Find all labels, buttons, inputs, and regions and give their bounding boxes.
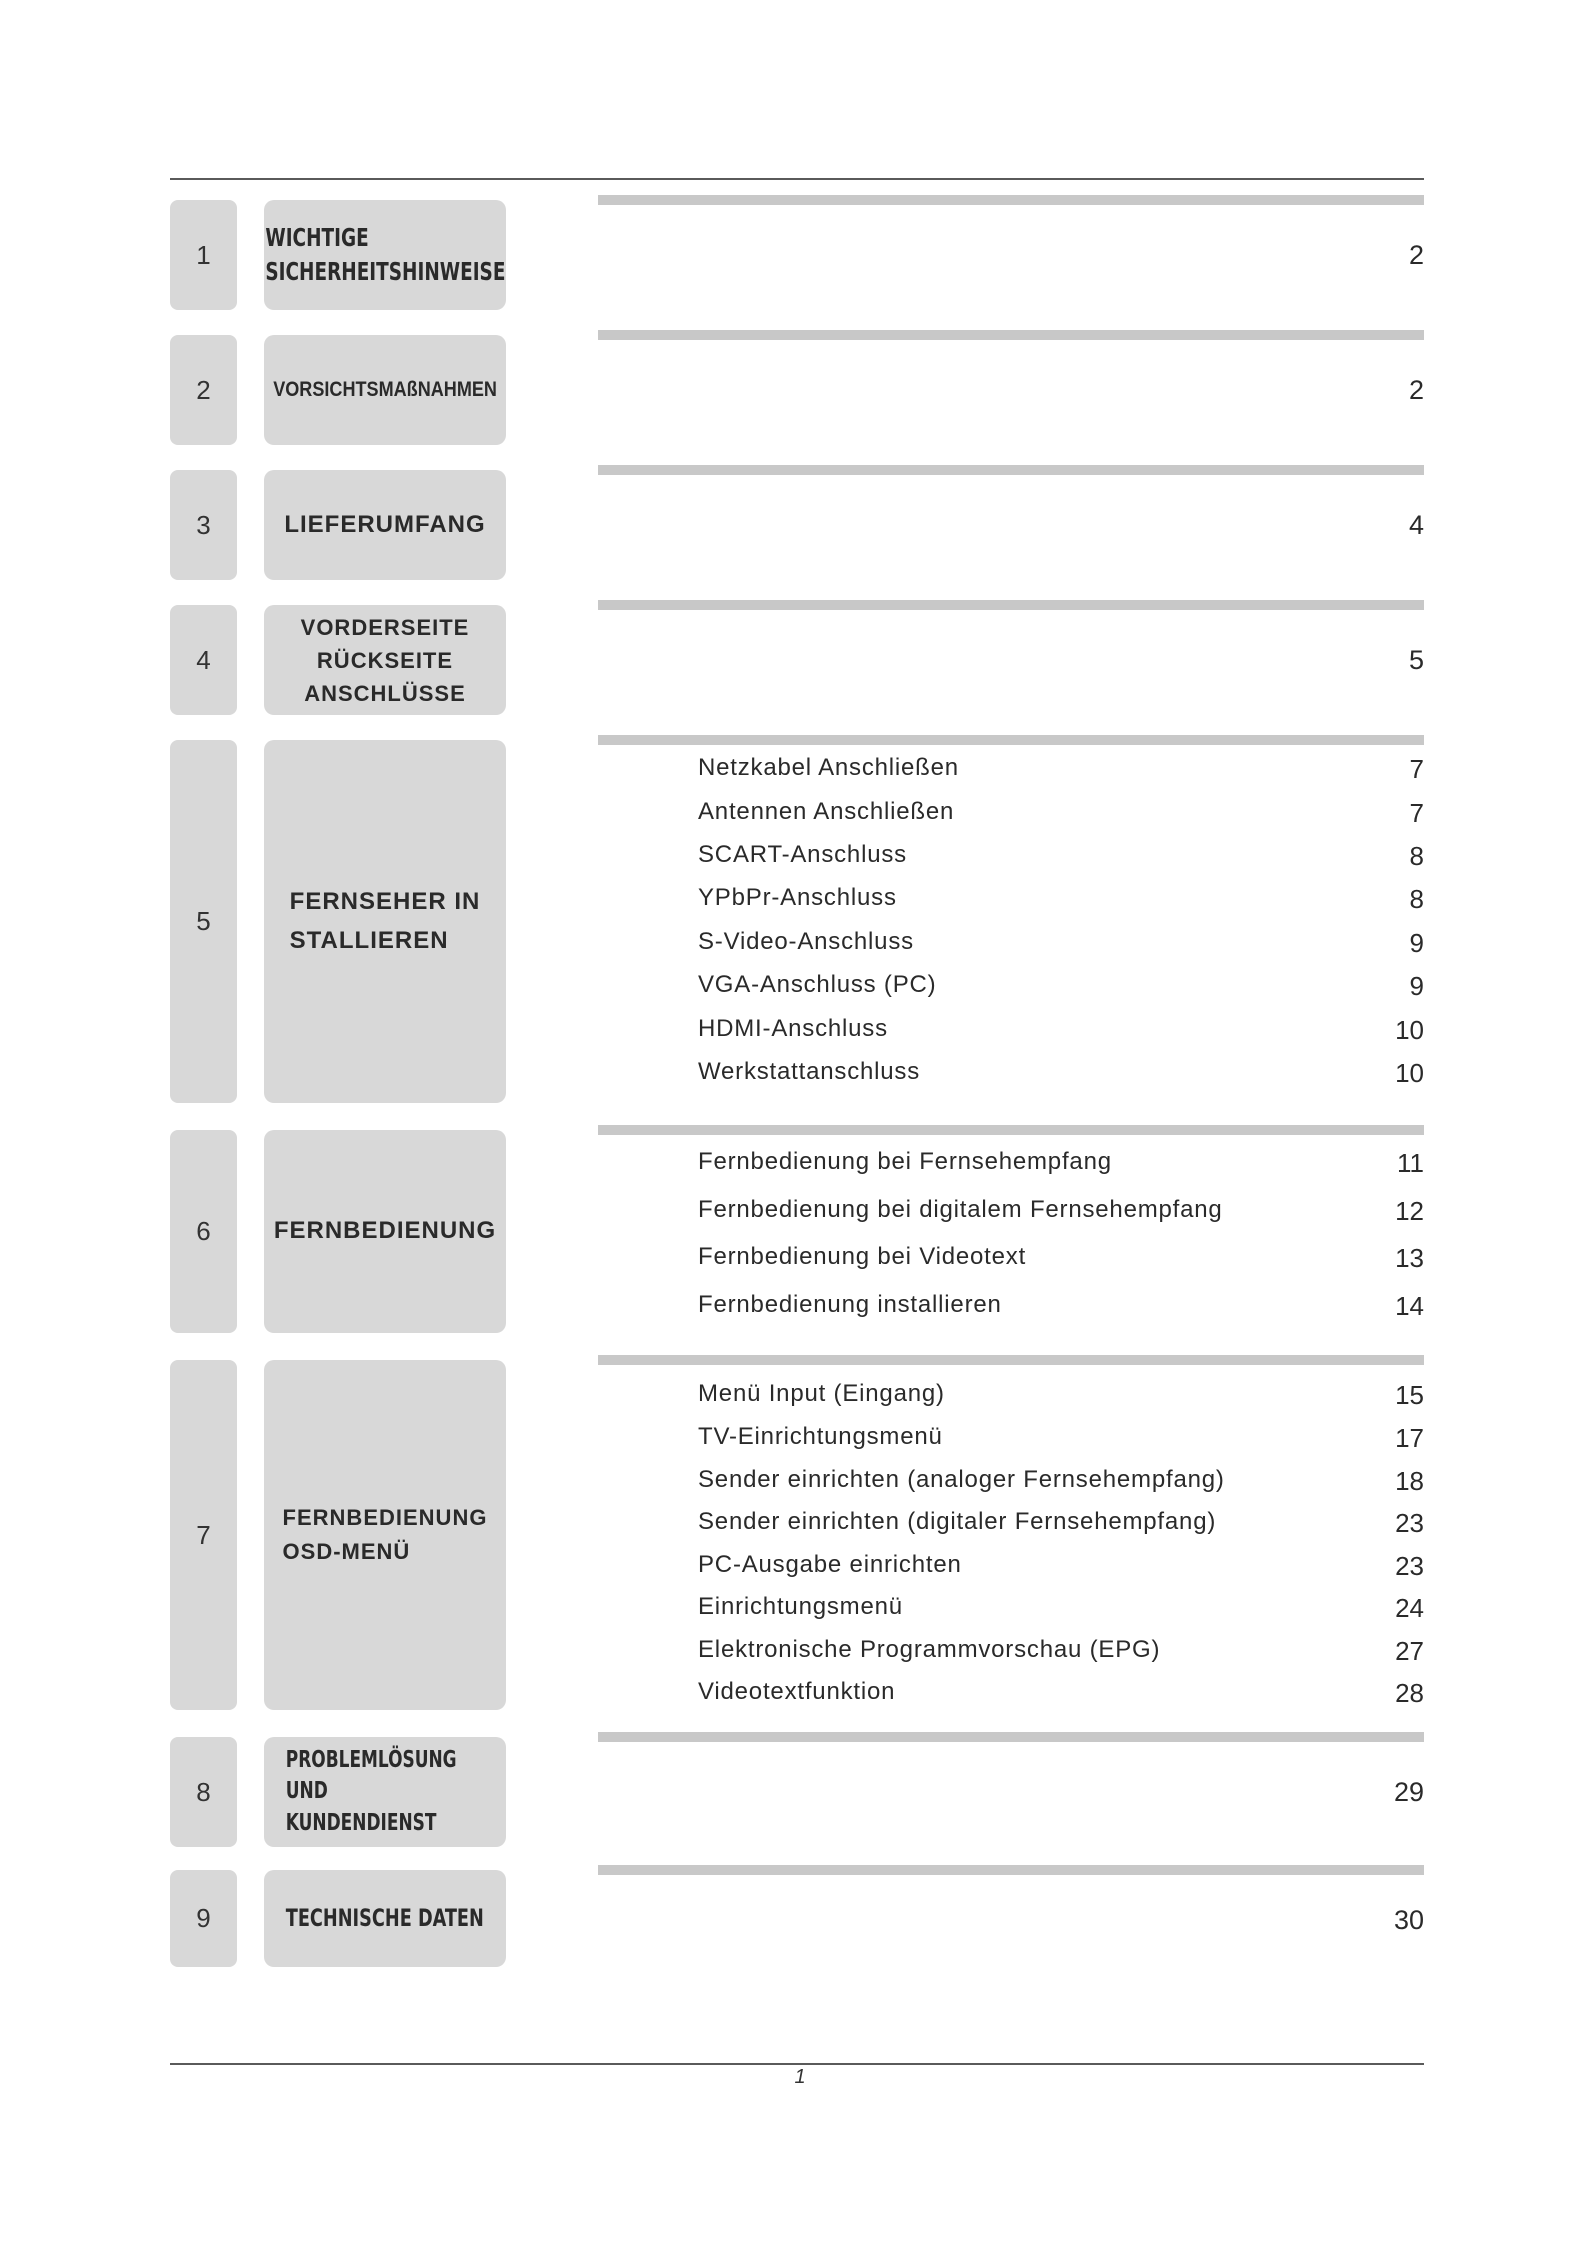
toc-section-2 — [0, 335, 1587, 445]
toc-section-8 — [0, 1737, 1587, 1847]
section-bar — [598, 600, 1424, 610]
section-title: VORDERSEITE RÜCKSEITE ANSCHLÜSSE — [300, 614, 470, 706]
subitem-label: TV-Einrichtungsmenü — [698, 1423, 943, 1450]
subitem-label: Fernbedienung bei Videotext — [698, 1243, 1027, 1270]
section-title-box[interactable] — [264, 1737, 506, 1847]
subitem-label: Fernbedienung installieren — [698, 1291, 1002, 1318]
subitem-page: 14 — [1395, 1291, 1424, 1321]
section-bar — [598, 465, 1424, 475]
toc-subitem[interactable] — [0, 1380, 1587, 1420]
section-page[interactable]: 29 — [1393, 1777, 1424, 1807]
section-title-box[interactable] — [264, 605, 506, 715]
section-title-box[interactable] — [264, 335, 506, 445]
section-bar — [598, 330, 1424, 340]
section-number: 7 — [170, 1360, 237, 1710]
toc-subitem[interactable] — [0, 798, 1587, 838]
subitem-page: 9 — [1409, 971, 1424, 1001]
section-title: PROBLEMLÖSUNG UND KUNDENDIENST — [285, 1747, 457, 1836]
subitem-page: 15 — [1395, 1380, 1424, 1410]
subitem-label: SCART-Anschluss — [698, 841, 907, 868]
subitem-label: Menü Input (Eingang) — [698, 1380, 945, 1407]
subitem-label: YPbPr-Anschluss — [698, 884, 897, 911]
toc-subitem[interactable] — [0, 1196, 1587, 1236]
toc-subitem[interactable] — [0, 1593, 1587, 1633]
toc-subitem[interactable] — [0, 1551, 1587, 1591]
toc-section-1 — [0, 200, 1587, 310]
subitem-page: 24 — [1395, 1593, 1424, 1623]
section-number: 6 — [170, 1130, 237, 1333]
subitem-label: PC-Ausgabe einrichten — [698, 1551, 962, 1578]
subitem-page: 13 — [1395, 1243, 1424, 1273]
subitem-page: 23 — [1395, 1508, 1424, 1538]
section-title: LIEFERUMFANG — [284, 510, 486, 538]
toc-subitem[interactable] — [0, 971, 1587, 1011]
toc-subitem[interactable] — [0, 1636, 1587, 1676]
toc-section-3 — [0, 470, 1587, 580]
toc-subitem[interactable] — [0, 1058, 1587, 1098]
subitem-page: 11 — [1397, 1148, 1424, 1178]
toc-section-5 — [0, 740, 1587, 1103]
section-title: TECHNISCHE DATEN — [285, 1904, 485, 1933]
section-title-box[interactable] — [264, 470, 506, 580]
section-number: 2 — [170, 335, 237, 445]
subitem-label: HDMI-Anschluss — [698, 1015, 888, 1042]
section-page[interactable]: 4 — [1408, 510, 1424, 540]
subitem-label: Werkstattanschluss — [698, 1058, 921, 1085]
section-bar — [598, 1355, 1424, 1365]
subitem-page: 10 — [1395, 1015, 1424, 1045]
section-bar — [598, 1125, 1424, 1135]
subitem-label: Sender einrichten (digitaler Fernsehempfang) — [698, 1508, 1217, 1535]
section-title: FERNBEDIENUNG — [273, 1217, 497, 1245]
section-page[interactable]: 30 — [1393, 1905, 1424, 1935]
subitem-label: S-Video-Anschluss — [698, 928, 914, 955]
section-title: FERNSEHER IN STALLIEREN — [289, 888, 481, 954]
subitem-label: Einrichtungsmenü — [698, 1593, 903, 1620]
toc-section-9 — [0, 1870, 1587, 1967]
toc-subitem[interactable] — [0, 1423, 1587, 1463]
section-bar — [598, 1865, 1424, 1875]
top-rule — [170, 178, 1424, 180]
section-number: 1 — [170, 200, 237, 310]
section-page[interactable]: 2 — [1408, 375, 1424, 405]
subitem-page: 27 — [1395, 1636, 1424, 1666]
toc-section-6 — [0, 1130, 1587, 1333]
toc-subitem[interactable] — [0, 754, 1587, 794]
page-number: 1 — [794, 2066, 806, 2088]
subitem-label: VGA-Anschluss (PC) — [698, 971, 937, 998]
section-number: 3 — [170, 470, 237, 580]
section-title-box[interactable] — [264, 200, 506, 310]
section-number: 5 — [170, 740, 237, 1103]
subitem-page: 18 — [1395, 1466, 1424, 1496]
toc-subitem[interactable] — [0, 1678, 1587, 1718]
toc-subitem[interactable] — [0, 841, 1587, 881]
toc-subitem[interactable] — [0, 1148, 1587, 1188]
section-bar — [598, 735, 1424, 745]
section-page[interactable]: 5 — [1408, 645, 1424, 675]
subitem-page: 28 — [1395, 1678, 1424, 1708]
section-page[interactable]: 2 — [1408, 240, 1424, 270]
section-title-box[interactable] — [264, 1870, 506, 1967]
subitem-page: 17 — [1395, 1423, 1424, 1453]
section-number: 9 — [170, 1870, 237, 1967]
toc-subitem[interactable] — [0, 928, 1587, 968]
section-title: VORSICHTSMAßNAHMEN — [273, 377, 497, 401]
subitem-page: 7 — [1409, 754, 1424, 784]
subitem-page: 8 — [1409, 841, 1424, 871]
toc-subitem[interactable] — [0, 1291, 1587, 1331]
toc-section-4 — [0, 605, 1587, 715]
subitem-label: Fernbedienung bei Fernsehempfang — [698, 1148, 1112, 1175]
subitem-page: 12 — [1395, 1196, 1424, 1226]
subitem-page: 23 — [1395, 1551, 1424, 1581]
subitem-label: Sender einrichten (analoger Fernsehempfang) — [698, 1466, 1225, 1493]
toc-subitem[interactable] — [0, 1466, 1587, 1506]
section-title: WICHTIGE SICHERHEITSHINWEISE — [264, 223, 506, 286]
subitem-page: 9 — [1409, 928, 1424, 958]
section-bar — [598, 1732, 1424, 1742]
subitem-label: Netzkabel Anschließen — [698, 754, 959, 781]
toc-section-7 — [0, 1360, 1587, 1710]
toc-subitem[interactable] — [0, 1508, 1587, 1548]
toc-subitem[interactable] — [0, 884, 1587, 924]
subitem-label: Videotextfunktion — [698, 1678, 896, 1705]
subitem-page: 10 — [1395, 1058, 1424, 1088]
bottom-rule — [170, 2063, 1424, 2065]
subitem-label: Elektronische Programmvorschau (EPG) — [698, 1636, 1161, 1663]
toc-subitem[interactable] — [0, 1243, 1587, 1283]
section-title: FERNBEDIENUNG OSD-MENÜ — [282, 1504, 488, 1564]
section-bar — [598, 195, 1424, 205]
subitem-page: 8 — [1409, 884, 1424, 914]
subitem-label: Fernbedienung bei digitalem Fernsehempfang — [698, 1196, 1223, 1223]
subitem-page: 7 — [1409, 798, 1424, 828]
section-number: 4 — [170, 605, 237, 715]
subitem-label: Antennen Anschließen — [698, 798, 955, 825]
toc-subitem[interactable] — [0, 1015, 1587, 1055]
section-number: 8 — [170, 1737, 237, 1847]
